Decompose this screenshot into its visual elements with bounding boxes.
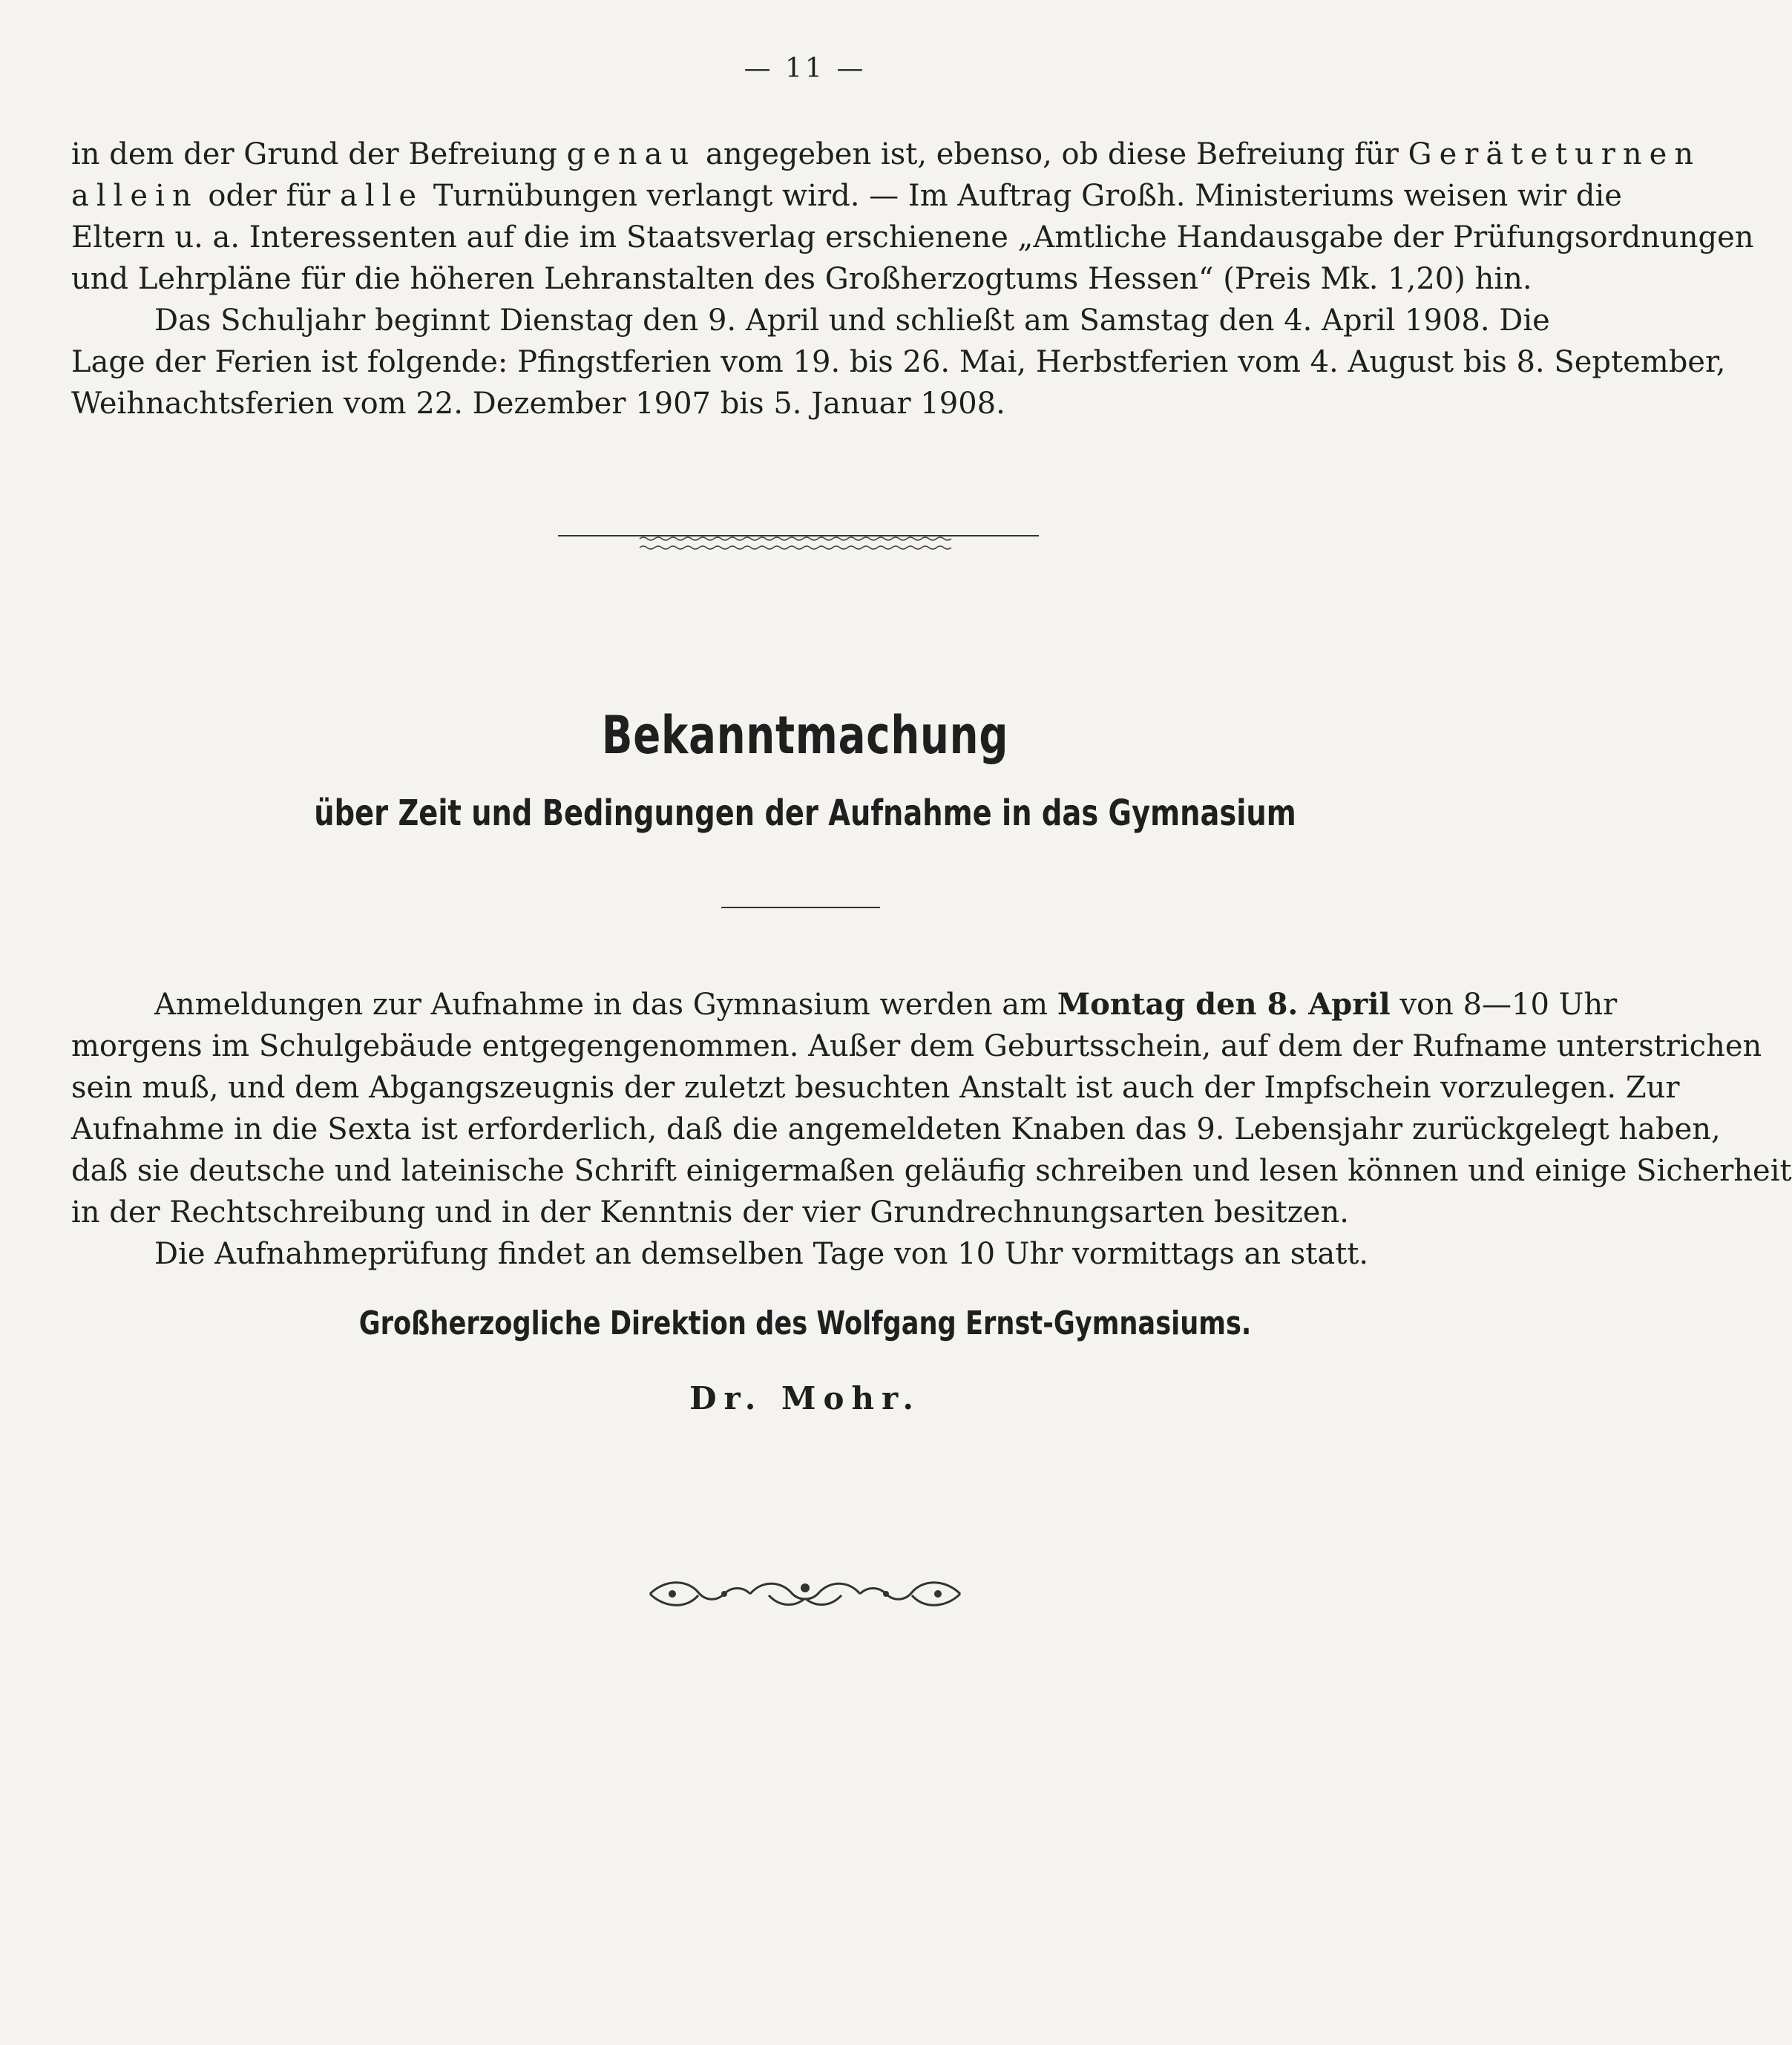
date-highlight: Montag den 8. April: [1057, 987, 1391, 1022]
text-line: Eltern u. a. Interessenten auf die im Staatsverlag erschienene „Amtliche Handausgabe der Prüfungsordnungen: [71, 220, 1754, 255]
announcement-title: Bekanntmachung: [601, 705, 1009, 766]
text-line: Die Aufnahmeprüfung findet an demselben Tage von 10 Uhr vormittags an statt.: [154, 1237, 1369, 1271]
text-line: in dem der Grund der Befreiung genau angegeben ist, ebenso, ob diese Befreiung für Geräteturnen: [71, 137, 1701, 171]
text-line: Aufnahme in die Sexta ist erforderlich, daß die angemeldeten Knaben das 9. Lebensjahr zurückgelegt haben,: [71, 1112, 1721, 1146]
text-line: und Lehrpläne für die höheren Lehranstalten des Großherzogtums Hessen“ (Preis Mk. 1,20) hin.: [71, 262, 1532, 296]
text-line: Das Schuljahr beginnt Dienstag den 9. April und schließt am Samstag den 4. April 1908. Die: [154, 303, 1550, 338]
text-line: Weihnachtsferien vom 22. Dezember 1907 bis 5. Januar 1908.: [71, 387, 1005, 421]
flourish-ornament-icon: [643, 1572, 968, 1616]
text-line: daß sie deutsche und lateinische Schrift einigermaßen geläufig schreiben und lesen können und einige Sicherheit: [71, 1154, 1792, 1188]
text-line: allein oder für alle Turnübungen verlangt wird. — Im Auftrag Großh. Ministeriums weisen wir die: [71, 179, 1622, 213]
text-line: in der Rechtschreibung und in der Kenntnis der vier Grundrechnungsarten besitzen.: [71, 1195, 1349, 1230]
signature-name: Dr. Mohr.: [689, 1380, 921, 1417]
text-line: sein muß, und dem Abgangszeugnis der zuletzt besuchten Anstalt ist auch der Impfschein vorzulegen. Zur: [71, 1071, 1680, 1105]
signature-organization: Großherzogliche Direktion des Wolfgang Ernst-Gymnasiums.: [358, 1304, 1252, 1342]
page-number: — 11 —: [744, 53, 867, 84]
top-paragraph: [71, 134, 1754, 424]
announcement-paragraph: [71, 984, 1792, 1275]
announcement-subtitle: über Zeit und Bedingungen der Aufnahme in das Gymnasium: [314, 792, 1296, 834]
text-line: Anmeldungen zur Aufnahme in das Gymnasium werden am Montag den 8. April von 8—10 Uhr: [154, 987, 1618, 1022]
short-divider: [721, 907, 880, 908]
text-line: Lage der Ferien ist folgende: Pfingstferien vom 19. bis 26. Mai, Herbstferien vom 4. August bis 8. September,: [71, 345, 1726, 379]
wavy-divider: [558, 534, 1039, 552]
text-line: morgens im Schulgebäude entgegengenommen. Außer dem Geburtsschein, auf dem der Rufname unterstrichen: [71, 1029, 1762, 1063]
